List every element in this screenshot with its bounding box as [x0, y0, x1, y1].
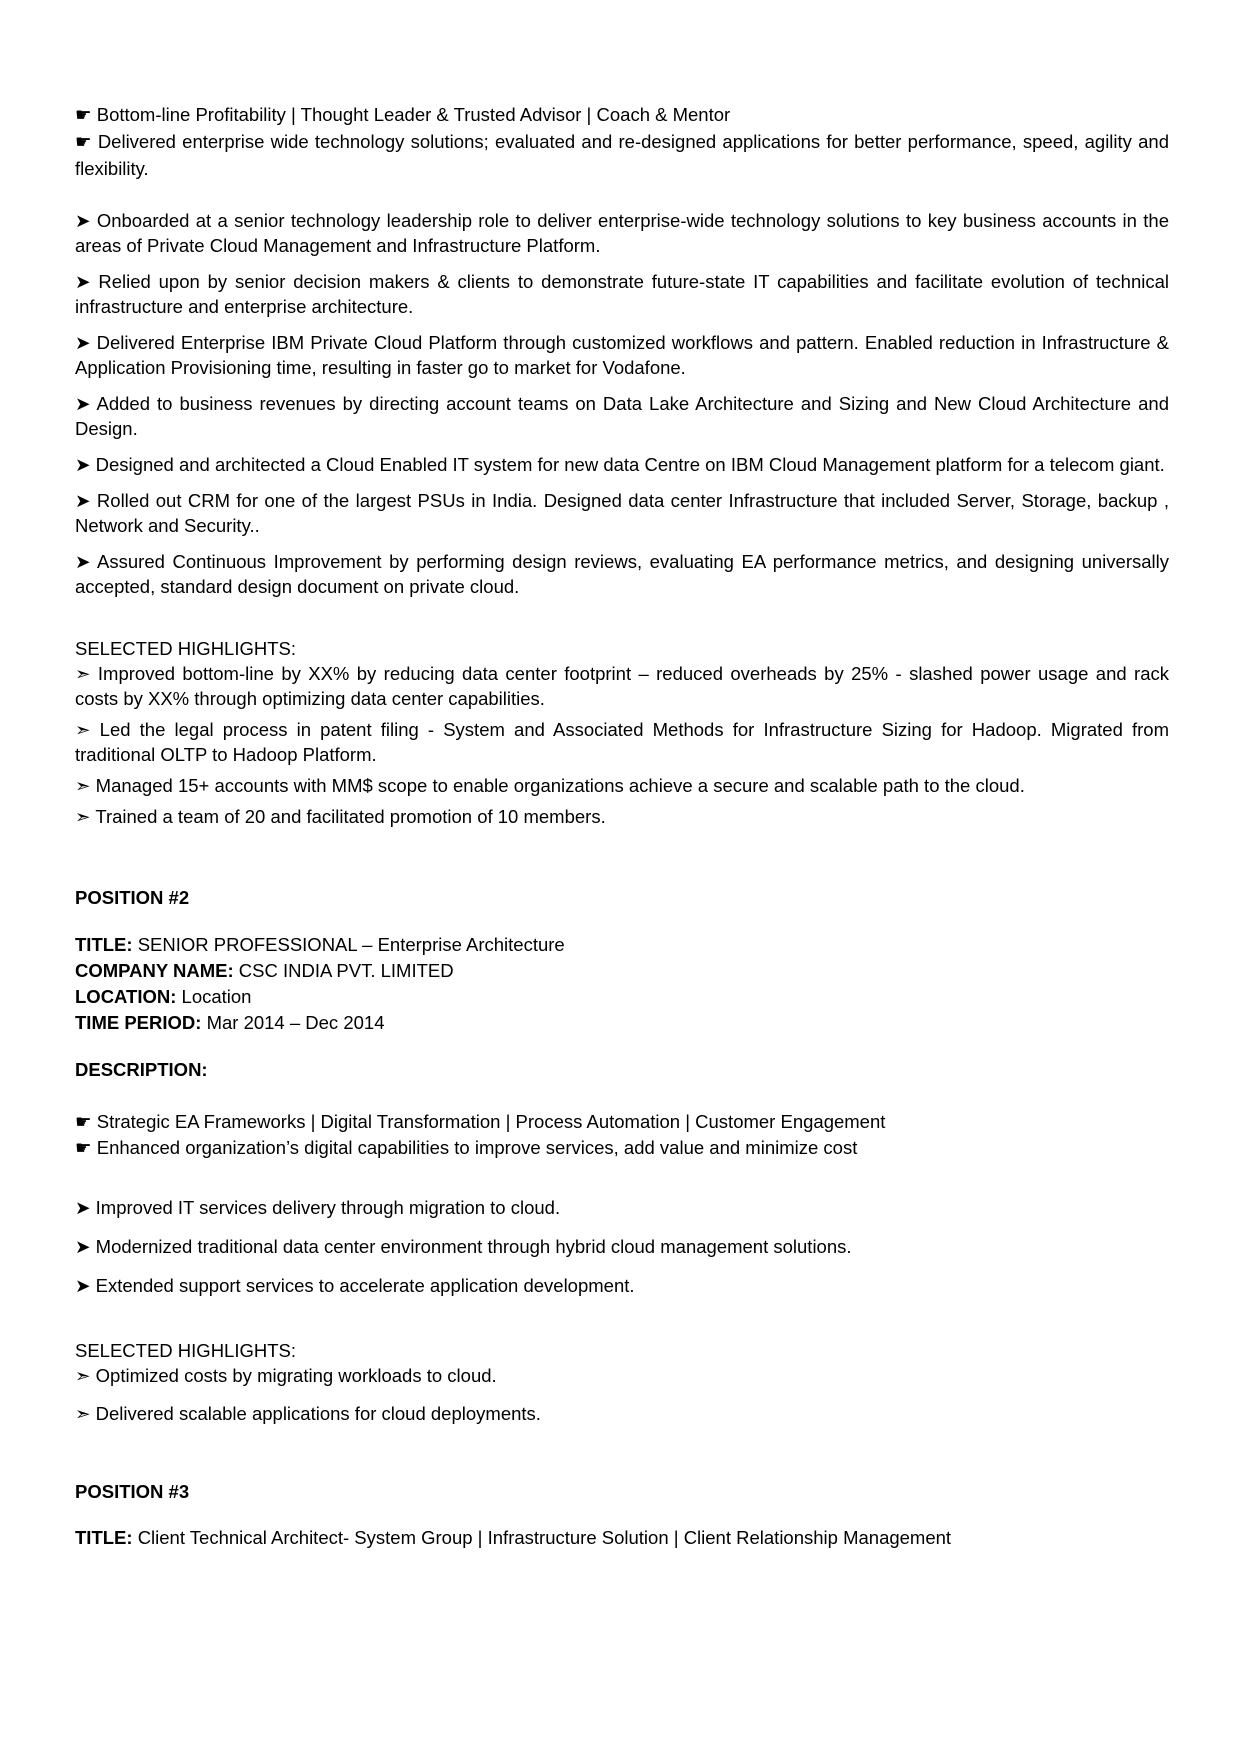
achievement-item [75, 330, 1169, 380]
highlight-item [75, 1401, 1169, 1426]
arrow-bullet-icon: ➤ [75, 271, 91, 292]
highlight-text: Led the legal process in patent filing - System and Associated Methods for Infrastructure Sizing for Hadoop. Migrated from traditional OLTP to Hadoop Platform. [75, 719, 1169, 765]
pos2-highlights [75, 1338, 1169, 1426]
pos1-achievements [75, 208, 1169, 599]
summary-line [75, 128, 1169, 182]
arrowhead-bullet-icon: ➣ [75, 719, 91, 740]
location-line [75, 984, 1169, 1010]
achievement-text: Delivered Enterprise IBM Private Cloud Platform through customized workflows and pattern. Enabled reduction in Infrastructure & Application Provisioning time, resulting in faster go to market for Vodafone. [75, 332, 1169, 378]
highlight-text: Optimized costs by migrating workloads to cloud. [95, 1365, 497, 1386]
company-label: COMPANY NAME: [75, 960, 234, 981]
summary-line [75, 1109, 1169, 1135]
pos2-details [75, 932, 1169, 1036]
achievement-text: Assured Continuous Improvement by performing design reviews, evaluating EA performance metrics, and designing universally accepted, standard design document on private cloud. [75, 551, 1169, 597]
arrow-bullet-icon: ➤ [75, 490, 91, 511]
arrow-bullet-icon: ➤ [75, 332, 91, 353]
achievement-text: Improved IT services delivery through migration to cloud. [95, 1197, 561, 1218]
highlight-item [75, 1363, 1169, 1388]
pointing-hand-icon: ☛ [75, 104, 92, 125]
summary-text: Delivered enterprise wide technology solutions; evaluated and re-designed applications for better performance, speed, agility and flexibility. [75, 131, 1169, 179]
highlight-item [75, 773, 1169, 798]
achievement-item [75, 1273, 1169, 1298]
highlight-item [75, 661, 1169, 711]
highlight-item [75, 717, 1169, 767]
highlight-item [75, 804, 1169, 829]
title-value: Client Technical Architect- System Group | Infrastructure Solution | Client Relationship Management [137, 1527, 952, 1548]
achievement-text: Extended support services to accelerate application development. [95, 1275, 635, 1296]
summary-text: Enhanced organization’s digital capabilities to improve services, add value and minimize cost [96, 1137, 858, 1158]
location-label: LOCATION: [75, 986, 177, 1007]
achievement-item [75, 391, 1169, 441]
arrow-bullet-icon: ➤ [75, 210, 91, 231]
company-value: CSC INDIA PVT. LIMITED [238, 960, 454, 981]
highlights-heading: SELECTED HIGHLIGHTS: [75, 1340, 297, 1361]
arrowhead-bullet-icon: ➣ [75, 775, 91, 796]
summary-text: Bottom-line Profitability | Thought Leader & Trusted Advisor | Coach & Mentor [96, 104, 731, 125]
arrowhead-bullet-icon: ➣ [75, 1365, 91, 1386]
arrowhead-bullet-icon: ➣ [75, 806, 91, 827]
highlight-text: Delivered scalable applications for cloud deployments. [95, 1403, 541, 1424]
title-line [75, 1524, 1169, 1551]
achievement-text: Relied upon by senior decision makers & clients to demonstrate future-state IT capabilities and facilitate evolution of technical infrastructure and enterprise architecture. [75, 271, 1169, 317]
period-label: TIME PERIOD: [75, 1012, 202, 1033]
resume-page [75, 101, 1169, 1551]
period-line [75, 1010, 1169, 1036]
arrow-bullet-icon: ➤ [75, 1236, 91, 1257]
arrow-bullet-icon: ➤ [75, 1197, 91, 1218]
position-heading: POSITION #3 [75, 1481, 190, 1502]
highlight-text: Managed 15+ accounts with MM$ scope to enable organizations achieve a secure and scalable path to the cloud. [95, 775, 1025, 796]
achievement-text: Designed and architected a Cloud Enabled IT system for new data Centre on IBM Cloud Management platform for a telecom giant. [95, 454, 1165, 475]
title-label: TITLE: [75, 934, 133, 955]
achievement-item [75, 1195, 1169, 1220]
achievement-text: Added to business revenues by directing account teams on Data Lake Architecture and Sizing and New Cloud Architecture and Design. [75, 393, 1169, 439]
achievement-item [75, 452, 1169, 477]
pos2-summary [75, 1109, 1169, 1161]
achievement-item [75, 549, 1169, 599]
pointing-hand-icon: ☛ [75, 1111, 92, 1132]
title-value: SENIOR PROFESSIONAL – Enterprise Architecture [137, 934, 565, 955]
summary-text: Strategic EA Frameworks | Digital Transformation | Process Automation | Customer Engagement [96, 1111, 886, 1132]
highlight-text: Trained a team of 20 and facilitated promotion of 10 members. [95, 806, 606, 827]
pos1-highlights [75, 636, 1169, 829]
position-heading: POSITION #2 [75, 887, 190, 908]
arrowhead-bullet-icon: ➣ [75, 1403, 91, 1424]
location-value: Location [181, 986, 252, 1007]
achievement-item [75, 1234, 1169, 1259]
arrow-bullet-icon: ➤ [75, 454, 91, 475]
pos1-summary [75, 101, 1169, 182]
title-line [75, 932, 1169, 958]
arrowhead-bullet-icon: ➣ [75, 663, 91, 684]
achievement-text: Onboarded at a senior technology leadership role to deliver enterprise-wide technology solutions to key business accounts in the areas of Private Cloud Management and Infrastructure Platform. [75, 210, 1170, 256]
summary-line [75, 101, 1169, 128]
arrow-bullet-icon: ➤ [75, 551, 91, 572]
title-label: TITLE: [75, 1527, 133, 1548]
description-heading: DESCRIPTION: [75, 1059, 208, 1080]
summary-line [75, 1135, 1169, 1161]
achievement-item [75, 269, 1169, 319]
achievement-text: Rolled out CRM for one of the largest PSUs in India. Designed data center Infrastructure that included Server, Storage, backup , Network and Security.. [75, 490, 1169, 536]
achievement-item [75, 208, 1169, 258]
achievement-text: Modernized traditional data center environment through hybrid cloud management solutions. [95, 1236, 852, 1257]
achievement-item [75, 488, 1169, 538]
pointing-hand-icon: ☛ [75, 131, 92, 152]
company-line [75, 958, 1169, 984]
pointing-hand-icon: ☛ [75, 1137, 92, 1158]
pos2-achievements [75, 1195, 1169, 1298]
arrow-bullet-icon: ➤ [75, 1275, 91, 1296]
highlight-text: Improved bottom-line by XX% by reducing data center footprint – reduced overheads by 25% - slashed power usage and rack costs by XX% through optimizing data center capabilities. [75, 663, 1169, 709]
period-value: Mar 2014 – Dec 2014 [206, 1012, 385, 1033]
highlights-heading: SELECTED HIGHLIGHTS: [75, 638, 297, 659]
arrow-bullet-icon: ➤ [75, 393, 91, 414]
